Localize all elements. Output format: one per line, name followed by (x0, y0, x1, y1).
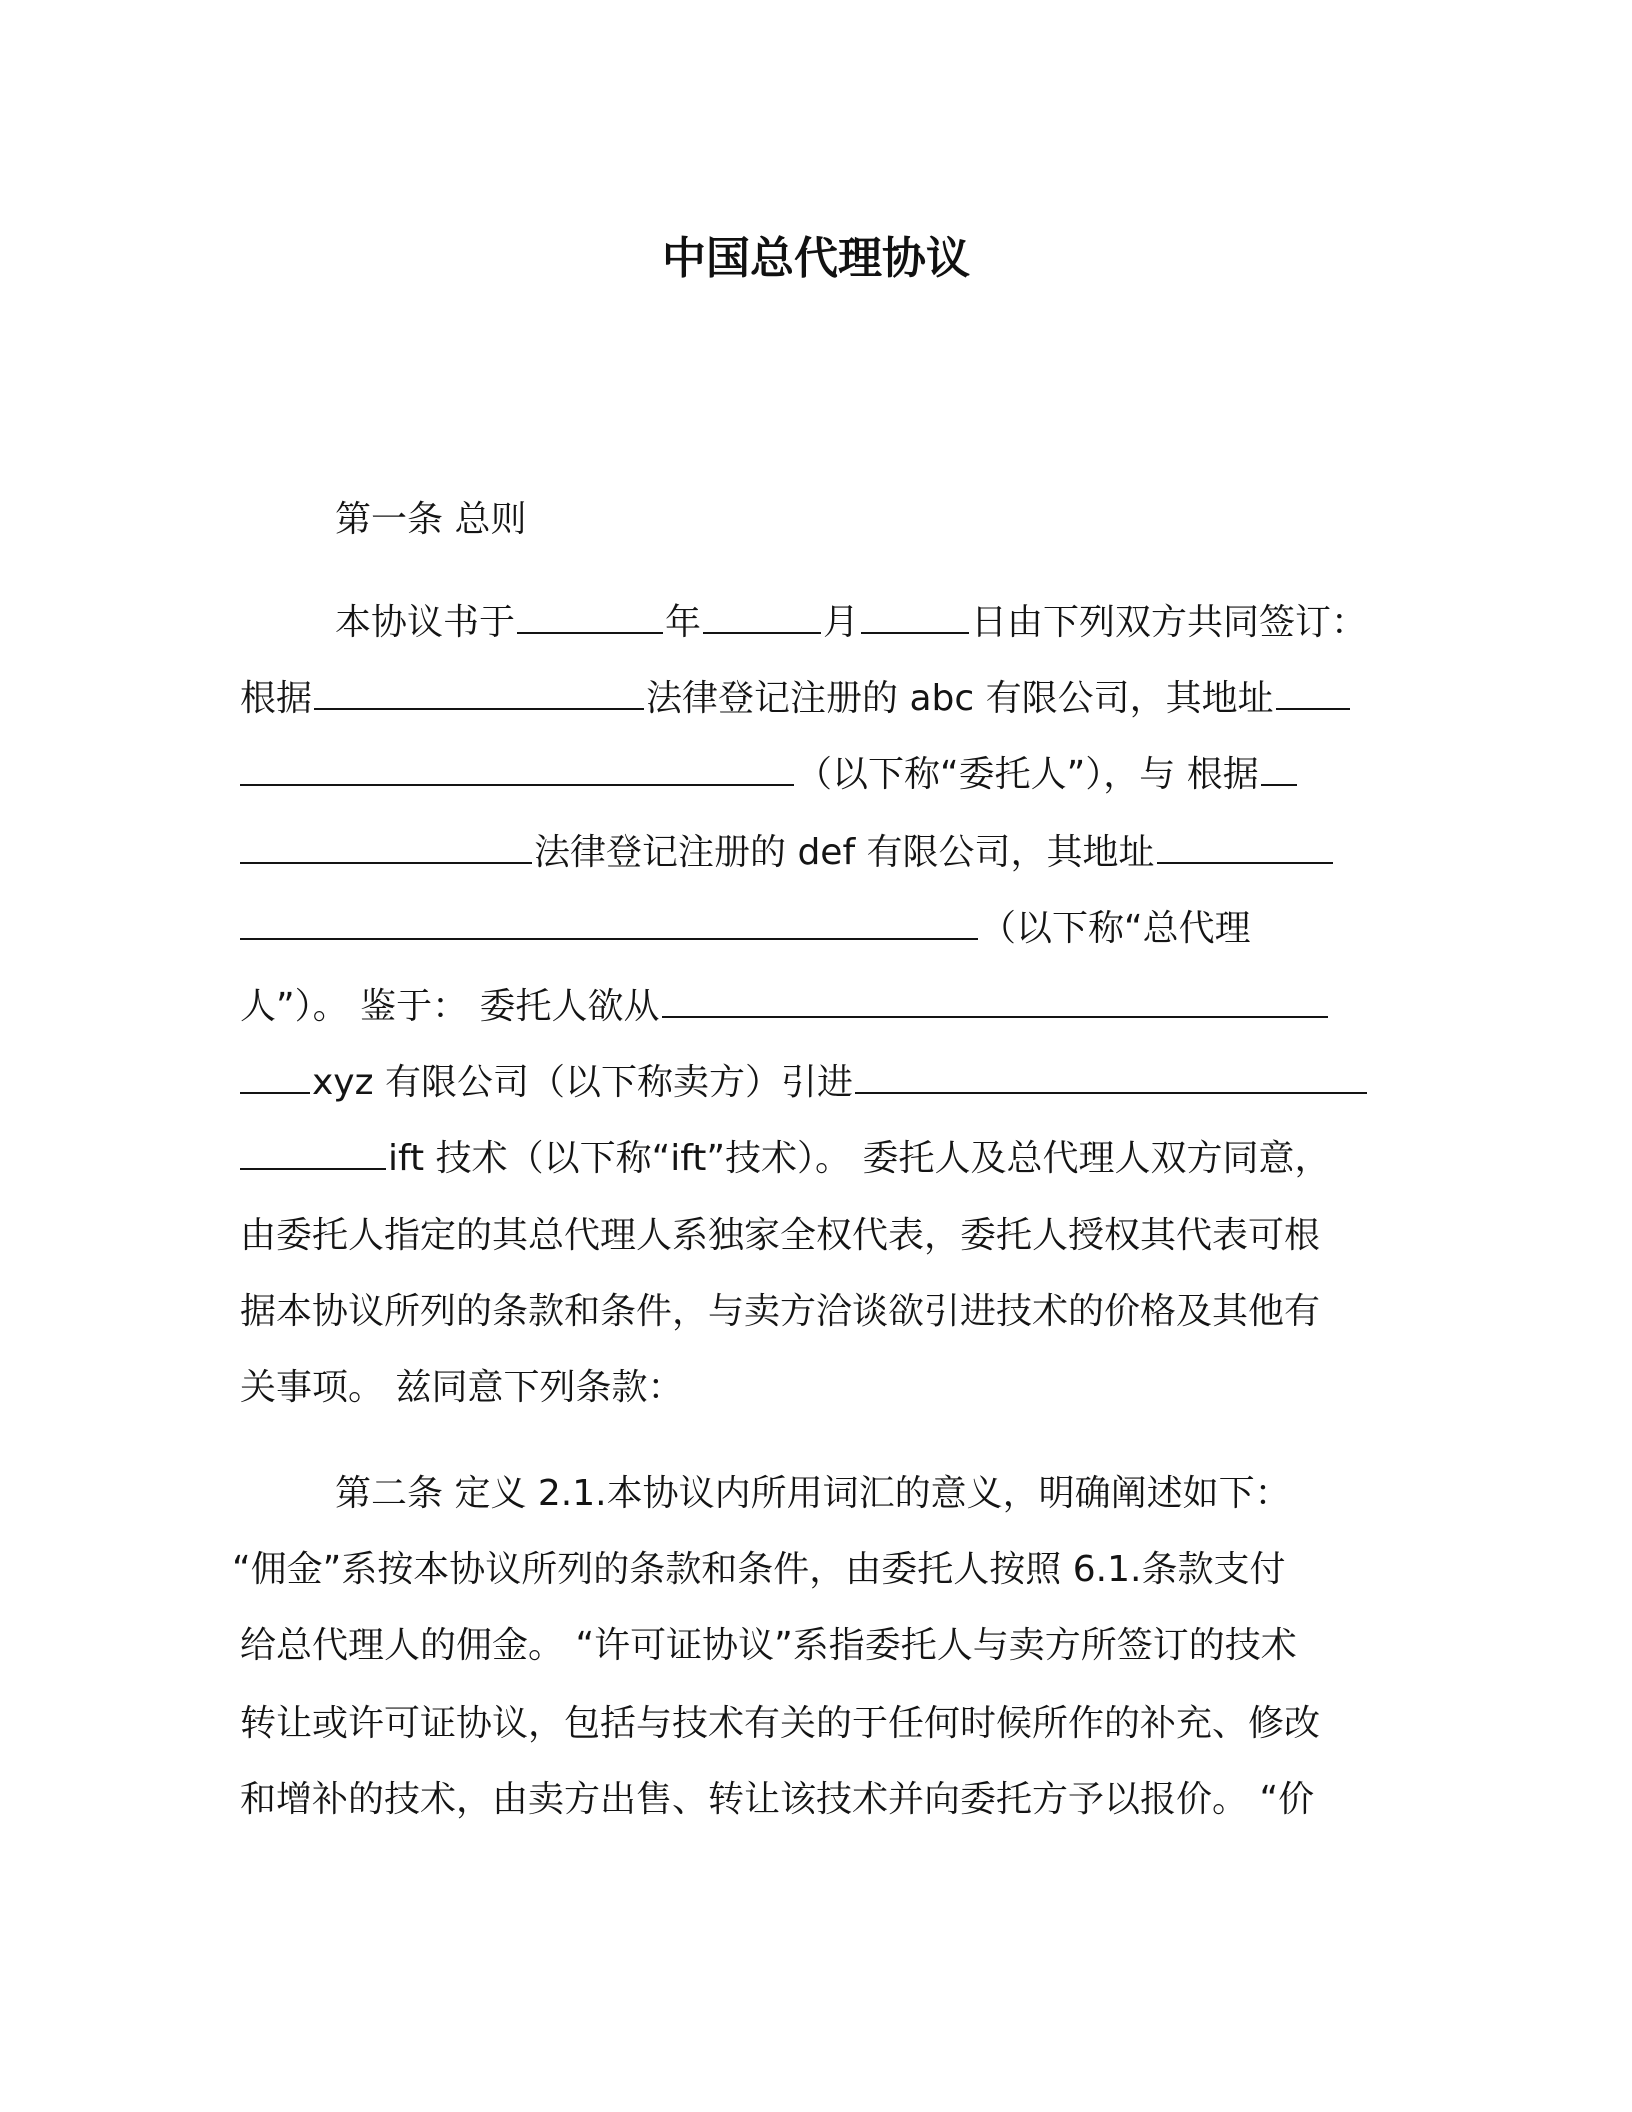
paragraph-line-10: 据本协议所列的条款和条件，与卖方洽谈欲引进技术的价格及其他有 (240, 1291, 1321, 1332)
paragraph-line-8: ift 技术（以下称“ift”技术）。 委托人及总代理人双方同意， (240, 1134, 1331, 1182)
article-2-line-1: 第二条 定义 2.1.本协议内所用词汇的意义，明确阐述如下： (335, 1473, 1291, 1514)
article-2-line-3: 给总代理人的佣金。 “许可证协议”系指委托人与卖方所签订的技术 (240, 1625, 1297, 1666)
paragraph-line-2: 根据 法律登记注册的 abc 有限公司，其地址 (240, 674, 1352, 722)
seller-name-blank (240, 1058, 310, 1094)
article-2-line-2: “佣金”系按本协议所列的条款和条件，由委托人按照 6.1.条款支付 (232, 1549, 1286, 1590)
party-a-address-blank (1276, 674, 1350, 710)
party-b-jurisdiction-blank (1261, 750, 1297, 786)
paragraph-line-9: 由委托人指定的其总代理人系独家全权代表，委托人授权其代表可根 (240, 1215, 1321, 1256)
article-2-line-5: 和增补的技术，由卖方出售、转让该技术并向委托方予以报价。 “价 (240, 1779, 1315, 1820)
party-b-address-blank (1157, 828, 1333, 864)
paragraph-line-7: xyz 有限公司（以下称卖方）引进 (240, 1058, 1369, 1106)
paragraph-line-11: 关事项。 兹同意下列条款： (240, 1367, 684, 1408)
technology-name-blank-2 (240, 1134, 386, 1170)
paragraph-line-5: （以下称“总代理 (240, 904, 1251, 952)
technology-name-blank (855, 1058, 1367, 1094)
article-2-line-4: 转让或许可证协议，包括与技术有关的于任何时候所作的补充、修改 (240, 1703, 1321, 1744)
paragraph-line-6: 人”）。 鉴于： 委托人欲从 (240, 982, 1330, 1030)
document-title: 中国总代理协议 (662, 233, 970, 284)
date-day-blank (861, 598, 969, 634)
party-a-jurisdiction-blank (314, 674, 644, 710)
paragraph-line-1: 本协议书于 年 月 日由下列双方共同签订： (335, 598, 1367, 646)
party-b-address-blank-2 (240, 904, 978, 940)
party-a-address-blank-2 (240, 750, 794, 786)
party-b-jurisdiction-blank-2 (240, 828, 532, 864)
paragraph-line-3: （以下称“委托人”），与 根据 (240, 750, 1299, 798)
date-year-blank (517, 598, 663, 634)
article-1-heading: 第一条 总则 (335, 499, 527, 540)
seller-country-blank (662, 982, 1328, 1018)
paragraph-line-4: 法律登记注册的 def 有限公司，其地址 (240, 828, 1335, 876)
date-month-blank (703, 598, 821, 634)
